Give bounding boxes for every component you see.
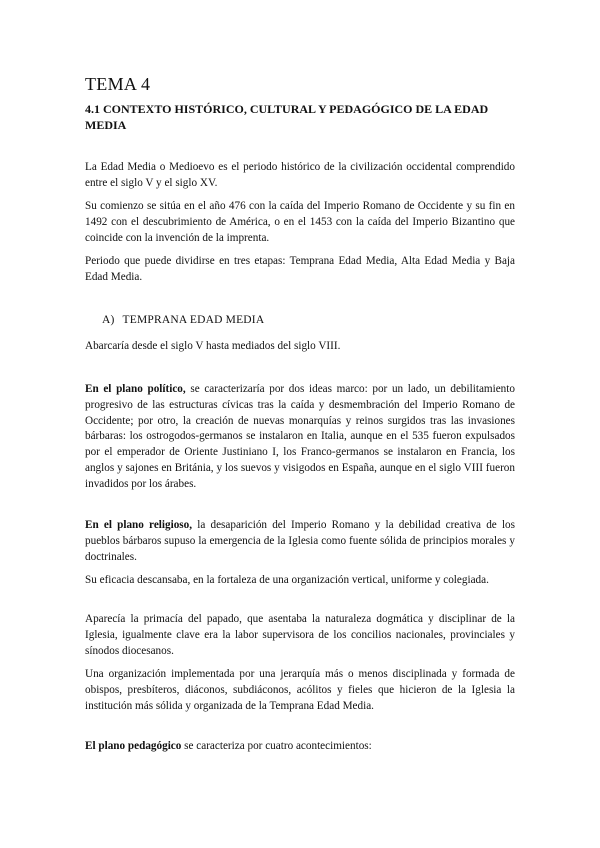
intro-paragraph-2: Su comienzo se sitúa en el año 476 con la caída del Imperio Romano de Occidente y su fin en 1492 con el descubrimiento de América, o en el 1453 con la caída del Imperio Bizantino que coincide con la invención de la imprenta. <box>85 200 515 244</box>
religioso-paragraph-2: Su eficacia descansaba, en la fortaleza de una organización vertical, uniforme y colegiada. <box>85 574 489 586</box>
intro-paragraph-3: Periodo que puede dividirse en tres etapas: Temprana Edad Media, Alta Edad Media y Baja Edad Media. <box>85 255 515 283</box>
pedagogico-lead: El plano pedagógico <box>85 740 182 752</box>
politico-text: se caracterizaría por dos ideas marco: por un lado, un debilitamiento progresivo de las estructuras cívicas tras la caída y desmembración del Imperio Romano de Occidente; por otro, la creación de nuevas monarquías y reinos surgidos tras las invasiones bárbaras: los ostrogodos-germanos se instalaron en Italia, aunque en el 535 fueron expulsados por el emperador de Oriente Justiniano I, los Franco-germanos se instalaron en Francia, los anglos y sajones en Británia, y los suevos y visigodos en España, aunque en el siglo VIII fueron invadidos por los árabes. <box>85 383 515 490</box>
religioso-lead: En el plano religioso, <box>85 519 193 531</box>
page-title: TEMA 4 <box>85 74 151 94</box>
religioso-paragraph-3: Aparecía la primacía del papado, que asentaba la naturaleza dogmática y disciplinar de la Iglesia, igualmente clave era la labor supervisora de los concilios nacionales, provinciales y sínodos diocesanos. <box>85 613 515 657</box>
religioso-text: la desaparición del Imperio Romano y la debilidad creativa de los pueblos bárbaros supuso la emergencia de la Iglesia como fuente sólida de principios morales y doctrinales. <box>85 519 515 563</box>
religioso-paragraph <box>85 518 515 565</box>
religioso-paragraph-4: Una organización implementada por una jerarquía más o menos disciplinada y formada de obispos, presbíteros, diáconos, subdiáconos, acólitos y fieles que hicieron de la Iglesia la institución más sólida y organizada de la Temprana Edad Media. <box>85 668 515 712</box>
section-a-heading <box>102 314 264 326</box>
pedagogico-paragraph <box>85 739 515 755</box>
politico-paragraph <box>85 382 515 493</box>
section-a-letter: A) <box>102 314 115 326</box>
section-subtitle: 4.1 CONTEXTO HISTÓRICO, CULTURAL Y PEDAGÓGICO DE LA EDAD MEDIA <box>85 102 489 132</box>
intro-paragraph-1: La Edad Media o Medioevo es el periodo histórico de la civilización occidental comprendido entre el siglo V y el siglo XV. <box>85 161 515 189</box>
section-a-range: Abarcaría desde el siglo V hasta mediados del siglo VIII. <box>85 340 341 352</box>
politico-lead: En el plano político, <box>85 383 186 395</box>
pedagogico-text: se caracteriza por cuatro acontecimientos: <box>181 740 372 752</box>
section-a-title: TEMPRANA EDAD MEDIA <box>122 314 265 326</box>
